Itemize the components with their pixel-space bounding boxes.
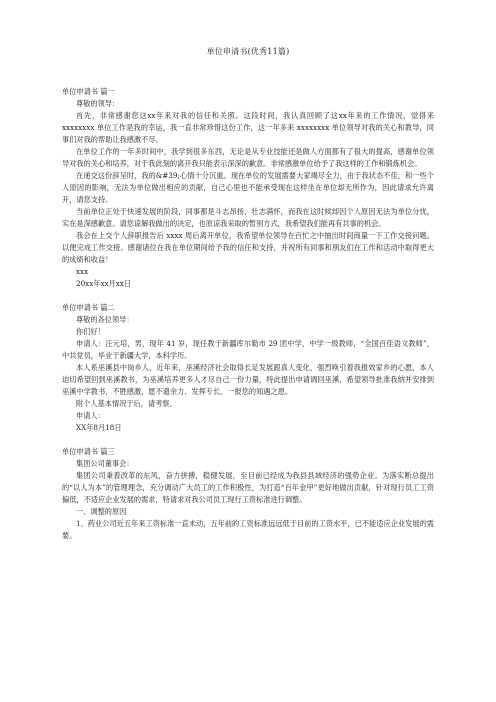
paragraph: 我会在上交个人辞职报告后 xxxx 周后离开单位，我希望单位领导在百忙之中抽出时间商量一下工作交接问题。以便完成工作交接。感谢诸位在我在单位期间给予我的信任和支持，并祝所有同事和朋友们在工作和活动中取得更大的成绩和收益！	[62, 231, 434, 264]
paragraph: 申请人：汪元培，男，现年 41 岁，现任教于新疆库尔勒市 29 团中学，中学一级教师，“全国百佳语文教师”，中共党员，毕业于新疆大学，本科学历。	[62, 339, 434, 360]
salutation: 尊敬的领导：	[76, 99, 120, 108]
subheading: 一、调整的原因	[76, 507, 127, 516]
section-heading: 单位申请书 篇一	[62, 87, 115, 96]
paragraph: 首先，非常感谢您这xx年来对我的信任和关照。这段时间，我认真回顾了这xx年来的工作情况，觉得来 xxxxxxxx 单位工作是我的幸运，我一直非常珍惜这份工作，这一年多来 xxxxxxxx 单位领导对我的关心和教导，同事们对我的帮助让我感激不尽。	[62, 111, 434, 144]
signature: xxx	[76, 267, 89, 276]
paragraph: 本人系巫溪县中岗乡人，近年来，巫溪经济社会取得长足发展跟真人变化，强烈唤引着我报效家乡的心愿，本人迫切希望回到巫溪教书，为巫溪培养更多人才尽自己一份力量，特此提出申请调回巫溪，希望领导批准我纳并安排到巫溪中学教书，不胜感激，愿不遗余力、发挥专长、一报您的知遇之恩。	[62, 363, 434, 396]
salutation: 尊敬的各位领导：	[76, 315, 134, 324]
section-heading: 单位申请书 篇二	[62, 303, 115, 312]
signature-label: 申请人：	[76, 411, 105, 420]
document-title: 单位申请书(优秀11篇)	[206, 47, 290, 56]
document-body	[62, 86, 434, 542]
date: 20xx年xx月xx日	[76, 279, 132, 288]
salutation: 集团公司董事会：	[76, 459, 134, 468]
spacer	[62, 434, 434, 446]
paragraph: 在单位工作的一年多时间中，我学到很多东西，无论是从专业技能还是做人方面都有了很大的提高，感谢单位领导对我的关心和培养，对于我此刻的离开我只能表示深深的歉意。非常感激单位给予了我这样的工作和锻炼机会。	[62, 147, 434, 168]
paragraph: 在递交这份辞呈时，我的&#39;心情十分沉重。现在单位的发展需要大家竭尽全力，由于我状态不佳，和一些个人原因的影响，无法为单位做出相应的贡献，自己心里也不能承受现在这样坐在单位却无所作为，因此请求允许离开，请您支持。	[62, 171, 434, 204]
date: XX年8月18日	[76, 423, 122, 432]
greeting: 你们好！	[76, 327, 105, 336]
paragraph: 集团公司秉着改革的东风，奋力拼搏，稳健发展，至目前已经成为我县县域经济的强势企业。为落实断总提出的“以人为本”的管理理念，充分调动广大员工的工作积极性，为打造“百年金甲”更好地做出贡献，针对现行员工工资偏低，不适应企业发展的需求，特请求对我公司员工现行工资标准进行调整。	[62, 471, 434, 504]
paragraph: 1、药业公司近五年来工资标准一直未动，五年前的工资标准远远低于目前的工资水平，已不能适应企业发展的需要。	[62, 519, 434, 540]
paragraph: 附个人基本情况于后，请考察。	[76, 399, 177, 408]
spacer	[62, 290, 434, 302]
section-heading: 单位申请书 篇三	[62, 447, 115, 456]
paragraph: 当前单位正处于快速发展的阶段，同事都是斗志昂扬，壮志满怀，而我在这时候却因个人原因无法为单位分忧，实在是深感歉意。请您谅解我做出的决定，也原谅我采取的暂别方式，我希望我们能再有共事的机会。	[62, 207, 434, 228]
